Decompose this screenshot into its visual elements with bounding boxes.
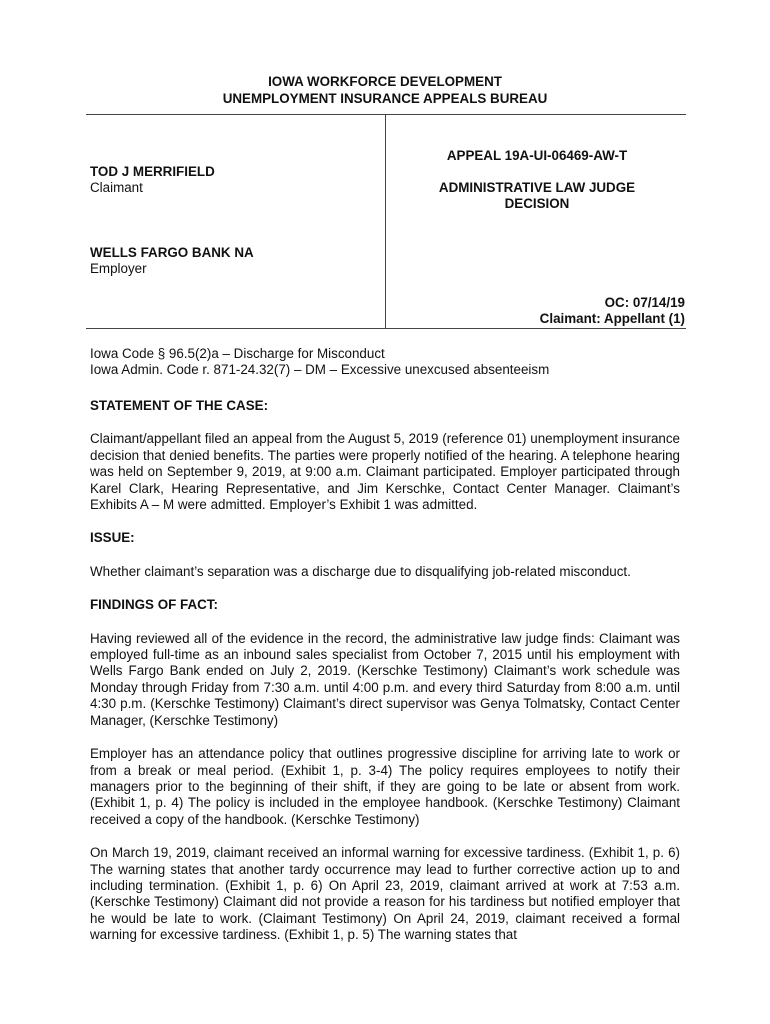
- issue-heading: ISSUE:: [90, 530, 135, 546]
- employer-role: Employer: [90, 261, 147, 277]
- findings-paragraph-3: On March 19, 2019, claimant received an informal warning for excessive tardiness. (Exhibit 1, p. 6) The warning states that another tardy occurrence may lead to further corrective action up to and including termination. (Exhibit 1, p. 6) On April 23, 2019, claimant arrived at work at 7:53 a.m. (Kerschke Testimony) Claimant did not provide a reason for his tardiness but notified employer that he would be late to work. (Claimant Testimony) On April 24, 2019, claimant received a formal warning for excessive tardiness. (Exhibit 1, p. 5) The warning states that: [90, 845, 680, 943]
- caption-divider: [385, 115, 386, 329]
- decision-body: [90, 398, 680, 961]
- agency-title: IOWA WORKFORCE DEVELOPMENT: [268, 74, 502, 89]
- document-header: [0, 73, 770, 107]
- bottom-rule: [86, 328, 686, 329]
- appellant-status: Claimant: Appellant (1): [539, 311, 685, 327]
- decision-title: [388, 180, 686, 213]
- decision-line-1: ADMINISTRATIVE LAW JUDGE: [438, 180, 636, 195]
- employer-block: [90, 245, 254, 278]
- appeal-number: APPEAL 19A-UI-06469-AW-T: [446, 148, 628, 163]
- employer-name: WELLS FARGO BANK NA: [90, 245, 254, 260]
- claimant-role: Claimant: [90, 180, 143, 196]
- statement-heading: STATEMENT OF THE CASE:: [90, 398, 269, 413]
- code-citations: [90, 346, 549, 379]
- issue-paragraph: Whether claimant’s separation was a discharge due to disqualifying job-related misconduct.: [90, 563, 631, 579]
- findings-paragraph-2: Employer has an attendance policy that outlines progressive discipline for arriving late to work or from a break or meal period. (Exhibit 1, p. 3-4) The policy requires employees to notify their managers prior to the beginning of their shift, if they are going to be late or absent from work. (Exhibit 1, p. 4) The policy is included in the employee handbook. (Kerschke Testimony) Claimant received a copy of the handbook. (Kerschke Testimony): [90, 746, 680, 827]
- findings-paragraph-1: Having reviewed all of the evidence in the record, the administrative law judge finds: Claimant was employed full-time as an inbound sales specialist from October 7, 2015 until his employment with Wells Fargo Bank ended on July 2, 2019. (Kerschke Testimony) Claimant’s work schedule was Monday through Friday from 7:30 a.m. until 4:00 p.m. and every third Saturday from 8:00 a.m. until 4:30 p.m. (Kerschke Testimony) Claimant’s direct supervisor was Genya Tolmatsky, Contact Center Manager, (Kerschke Testimony): [90, 630, 680, 728]
- claimant-block: [90, 164, 215, 197]
- claimant-name: TOD J MERRIFIELD: [90, 164, 215, 179]
- findings-heading: FINDINGS OF FACT:: [90, 597, 218, 613]
- code-citation: Iowa Admin. Code r. 871-24.32(7) – DM – Excessive unexcused absenteeism: [90, 362, 550, 378]
- code-citation: Iowa Code § 96.5(2)a – Discharge for Misconduct: [90, 346, 385, 361]
- decision-line-2: DECISION: [504, 196, 570, 212]
- statement-paragraph: Claimant/appellant filed an appeal from the August 5, 2019 (reference 01) unemployment insurance decision that denied benefits. The parties were properly notified of the hearing. A telephone hearing was held on September 9, 2019, at 9:00 a.m. Claimant participated. Employer participated through Karel Clark, Hearing Representative, and Jim Kerschke, Contact Center Manager. Claimant’s Exhibits A – M were admitted. Employer’s Exhibit 1 was admitted.: [90, 431, 680, 513]
- oc-block: [388, 295, 685, 328]
- oc-date: OC: 07/14/19: [604, 295, 685, 310]
- top-rule: [86, 114, 686, 115]
- bureau-title: UNEMPLOYMENT INSURANCE APPEALS BUREAU: [222, 91, 548, 106]
